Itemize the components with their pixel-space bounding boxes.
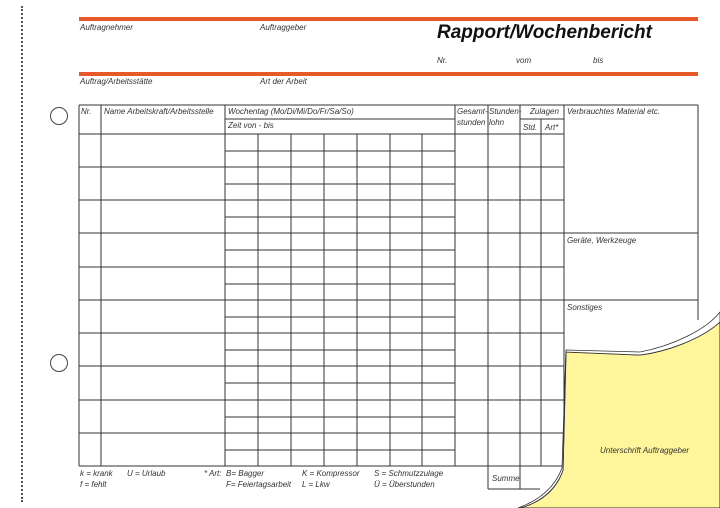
carbon-copy-sheet: [520, 322, 720, 508]
col-total-header-2: stunden: [457, 118, 486, 127]
col-time-header: Zeit von - bis: [228, 121, 274, 130]
col-bonus-header: Zulagen: [530, 107, 559, 116]
document-title: Rapport/Wochenbericht: [437, 22, 652, 43]
col-wage-header-2: lohn: [489, 118, 505, 127]
client-label: Auftraggeber: [260, 23, 307, 32]
col-material-header: Verbrauchtes Material etc.: [567, 107, 661, 116]
legend-holiday-work: F= Feiertagsarbeit: [226, 480, 292, 489]
col-nr-header: Nr.: [81, 107, 92, 116]
job-site-label: Auftrag/Arbeitsstätte: [80, 77, 153, 86]
work-type-label: Art der Arbeit: [260, 77, 307, 86]
legend-overtime: Ü = Überstunden: [374, 480, 435, 489]
legend-truck: L = Lkw: [302, 480, 330, 489]
col-bonus-type-header: Art*: [545, 123, 559, 132]
legend-vacation: U = Urlaub: [127, 469, 166, 478]
col-worker-header: Name Arbeitskraft/Arbeitsstelle: [104, 107, 214, 116]
sum-label: Summe: [492, 474, 520, 483]
contractor-label: Auftragnehmer: [80, 23, 133, 32]
nr-label: Nr.: [437, 56, 448, 65]
from-label: vom: [516, 56, 532, 65]
equipment-label: Geräte, Werkzeuge: [567, 236, 637, 245]
col-wage-header-1: Stunden-: [489, 107, 522, 116]
legend-dirt-bonus: S = Schmutzzulage: [374, 469, 444, 478]
col-bonus-hours-header: Std.: [523, 123, 538, 132]
col-weekday-header: Wochentag (Mo/Di/Mi/Do/Fr/Sa/So): [228, 107, 354, 116]
other-label: Sonstiges: [567, 303, 603, 312]
to-label: bis: [593, 56, 604, 65]
legend-type-prefix: * Art:: [204, 469, 222, 478]
legend-excavator: B= Bagger: [226, 469, 265, 478]
legend-sick: k = krank: [80, 469, 113, 478]
col-total-header-1: Gesamt-: [457, 107, 488, 116]
legend-compressor: K = Kompressor: [302, 469, 360, 478]
legend-absent: f = fehlt: [80, 480, 107, 489]
signature-label: Unterschrift Auftraggeber: [600, 446, 690, 455]
